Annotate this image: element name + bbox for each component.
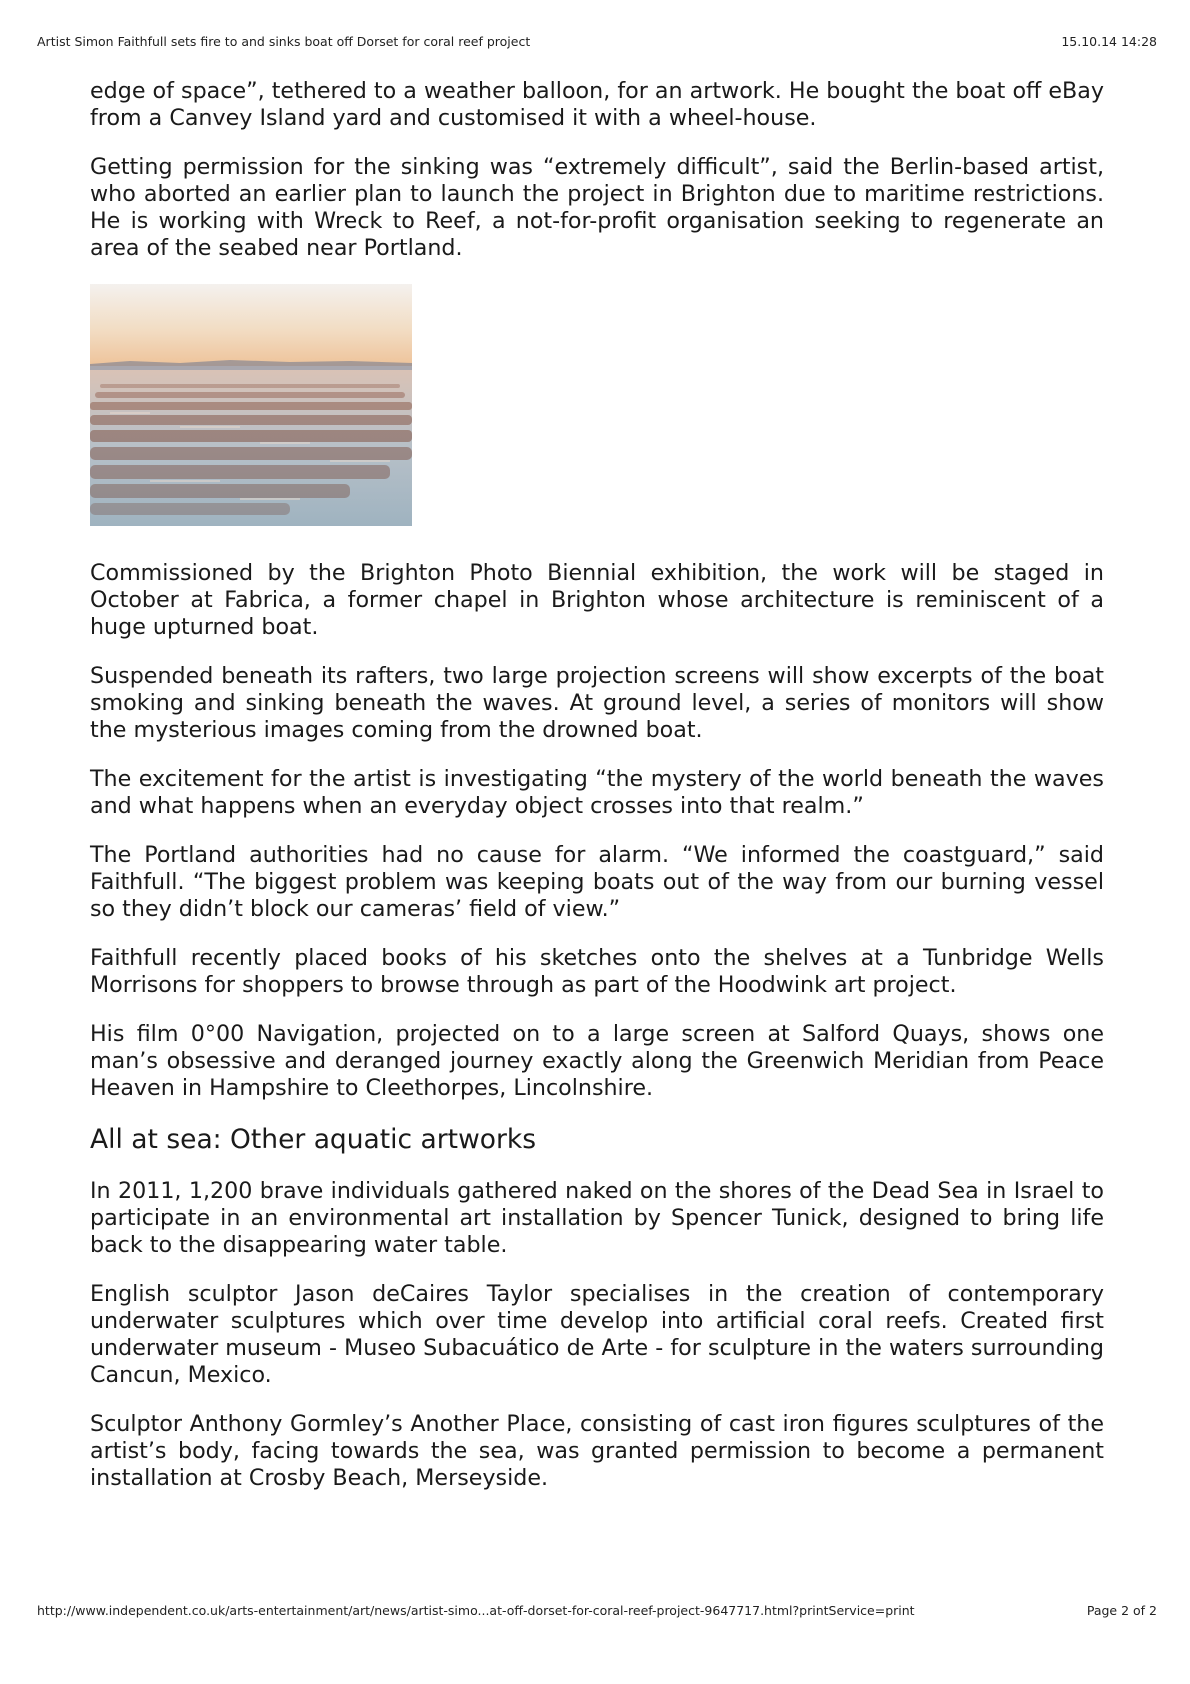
paragraph: Commissioned by the Brighton Photo Biennial exhibition, the work will be staged in October at Fabrica, a former chapel in Brighton whose architecture is reminiscent of a huge upturned boat. (90, 560, 1104, 640)
paragraph: The Portland authorities had no cause for alarm. “We informed the coastguard,” said Faithfull. “The biggest problem was keeping boats out of the way from our burning vessel so they didn’t block our cameras’ field of view.” (90, 842, 1104, 922)
article-body (90, 78, 1104, 1514)
paragraph: The excitement for the artist is investigating “the mystery of the world beneath the waves and what happens when an everyday object crosses into that realm.” (90, 766, 1104, 819)
print-datetime: 15.10.14 14:28 (1061, 34, 1157, 49)
print-footer (37, 1603, 1157, 1623)
paragraph: edge of space”, tethered to a weather balloon, for an artwork. He bought the boat off eBay from a Canvey Island yard and customised it with a wheel-house. (90, 78, 1104, 131)
paragraph: Sculptor Anthony Gormley’s Another Place, consisting of cast iron figures sculptures of the artist’s body, facing towards the sea, was granted permission to become a permanent installation at Crosby Beach, Merseyside. (90, 1411, 1104, 1491)
print-header (37, 34, 1157, 54)
paragraph: Getting permission for the sinking was “extremely difficult”, said the Berlin-based artist, who aborted an earlier plan to launch the project in Brighton due to maritime restrictions. He is working with Wreck to Reef, a not-for-profit organisation seeking to regenerate an area of the seabed near Portland. (90, 154, 1104, 261)
page-title: Artist Simon Faithfull sets fire to and sinks boat off Dorset for coral reef project (37, 34, 531, 49)
section-heading: All at sea: Other aquatic artworks (90, 1124, 536, 1155)
paragraph: His film 0°00 Navigation, projected on to a large screen at Salford Quays, shows one man’s obsessive and deranged journey exactly along the Greenwich Meridian from Peace Heaven in Hampshire to Cleethorpes, Lincolnshire. (90, 1021, 1104, 1101)
paragraph: English sculptor Jason deCaires Taylor specialises in the creation of contemporary underwater sculptures which over time develop into artificial coral reefs. Created first underwater museum - Museo Subacuático de Arte - for sculpture in the waters surrounding Cancun, Mexico. (90, 1281, 1104, 1388)
article-photo-dead-sea (90, 284, 412, 526)
paragraph: Suspended beneath its rafters, two large projection screens will show excerpts of the boat smoking and sinking beneath the waves. At ground level, a series of monitors will show the mysterious images coming from the drowned boat. (90, 663, 1104, 743)
dead-sea-photo-image (90, 284, 412, 526)
paragraph: Faithfull recently placed books of his sketches onto the shelves at a Tunbridge Wells Morrisons for shoppers to browse through as part of the Hoodwink art project. (90, 945, 1104, 998)
page-url: http://www.independent.co.uk/arts-entertainment/art/news/artist-simo...at-off-dorset-for-coral-reef-project-9647717.html?printService=print (37, 1603, 915, 1618)
paragraph: In 2011, 1,200 brave individuals gathered naked on the shores of the Dead Sea in Israel to participate in an environmental art installation by Spencer Tunick, designed to bring life back to the disappearing water table. (90, 1178, 1104, 1258)
page-number: Page 2 of 2 (1086, 1603, 1157, 1618)
